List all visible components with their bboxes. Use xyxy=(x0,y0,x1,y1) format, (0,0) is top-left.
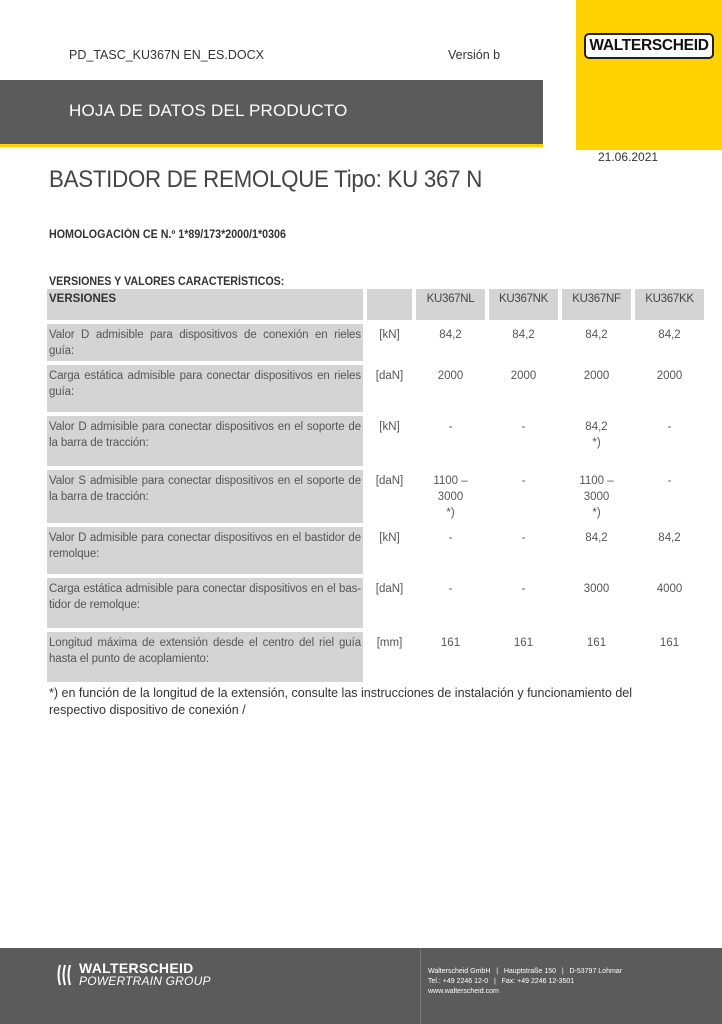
table-header-unit xyxy=(367,289,416,324)
row-label: Valor D admisible para conectar dispositivos en el bastidor de remolque: xyxy=(47,527,367,578)
table-cell: - xyxy=(489,578,562,632)
column-header: KU367NL xyxy=(416,289,489,324)
table-header-versions: VERSIONES xyxy=(47,289,367,324)
row-label: Carga estática admisible para conectar dispositivos en rieles guía: xyxy=(47,365,367,416)
table-cell: - xyxy=(416,578,489,632)
walterscheid-mark-icon xyxy=(57,963,73,987)
brand-logo xyxy=(576,27,722,65)
table-cell: 4000 xyxy=(635,578,708,632)
table-cell: - xyxy=(416,416,489,470)
footer-address xyxy=(428,967,622,997)
table-cell: - xyxy=(635,470,708,527)
row-unit: [kN] xyxy=(367,527,416,578)
table-row xyxy=(47,527,708,578)
table-cell: 2000 xyxy=(562,365,635,416)
table-cell: 84,2 xyxy=(562,324,635,365)
document-date: 21.06.2021 xyxy=(598,150,659,164)
row-unit: [daN] xyxy=(367,578,416,632)
footer-contact-line: Tel.: +49 2246 12-0 | Fax: +49 2246 12-3501 xyxy=(428,978,575,985)
row-unit: [daN] xyxy=(367,365,416,416)
table-cell: 84,2 xyxy=(635,324,708,365)
table-cell: 161 xyxy=(489,632,562,686)
footer-brand-sub: POWERTRAIN GROUP xyxy=(79,974,211,988)
footer-logo xyxy=(57,962,211,988)
table-cell: - xyxy=(489,527,562,578)
table-cell: 161 xyxy=(635,632,708,686)
row-label: Valor D admisible para conectar dispositivos en el soporte de la barra de tracción: xyxy=(47,416,367,470)
spec-table xyxy=(47,289,708,686)
row-label: Valor D admisible para dispositivos de conexión en rieles guía: xyxy=(47,324,367,365)
row-label: Carga estática admisible para conectar dispositivos en el bas-tidor de remolque: xyxy=(47,578,367,632)
table-row xyxy=(47,324,708,365)
row-unit: [kN] xyxy=(367,324,416,365)
band-title: HOJA DE DATOS DEL PRODUCTO xyxy=(69,101,348,120)
table-cell: 84,2 *) xyxy=(562,416,635,470)
title-band-stripe xyxy=(0,144,543,147)
table-cell: 1100 – 3000 *) xyxy=(562,470,635,527)
row-label: Valor S admisible para conectar dispositivos en el soporte de la barra de tracción: xyxy=(47,470,367,527)
row-unit: [mm] xyxy=(367,632,416,686)
row-unit: [daN] xyxy=(367,470,416,527)
table-cell: - xyxy=(635,416,708,470)
column-header: KU367KK xyxy=(635,289,708,324)
homologation-number: HOMOLOGACIÓN CE N.º 1*89/173*2000/1*0306 xyxy=(49,229,286,241)
table-cell: 3000 xyxy=(562,578,635,632)
table-cell: 84,2 xyxy=(416,324,489,365)
footer-website-link[interactable]: www.walterscheid.com xyxy=(428,988,499,995)
table-row xyxy=(47,470,708,527)
table-cell: 84,2 xyxy=(635,527,708,578)
brand-logo-text: WALTERSCHEID xyxy=(584,33,713,59)
table-cell: - xyxy=(416,527,489,578)
table-row xyxy=(47,632,708,686)
table-cell: 84,2 xyxy=(489,324,562,365)
column-header: KU367NK xyxy=(489,289,562,324)
table-cell: - xyxy=(489,416,562,470)
table-row xyxy=(47,578,708,632)
table-cell: 84,2 xyxy=(562,527,635,578)
footnote: *) en función de la longitud de la extensión, consulte las instrucciones de instalación y funcionamiento del respectivo dispositivo de conexión / xyxy=(49,686,633,717)
table-cell: 161 xyxy=(562,632,635,686)
footer-divider xyxy=(420,948,421,1024)
row-label: Longitud máxima de extensión desde el centro del riel guía hasta el punto de acoplamiento: xyxy=(47,632,367,686)
row-unit: [kN] xyxy=(367,416,416,470)
table-cell: 1100 – 3000 *) xyxy=(416,470,489,527)
footer-brand-name: WALTERSCHEID xyxy=(79,960,194,976)
document-version: Versión b xyxy=(448,48,501,62)
brand-yellow-block xyxy=(576,0,722,150)
column-header: KU367NF xyxy=(562,289,635,324)
table-cell: - xyxy=(489,470,562,527)
document-reference: PD_TASC_KU367N EN_ES.DOCX xyxy=(69,48,264,62)
table-cell: 2000 xyxy=(635,365,708,416)
table-row xyxy=(47,416,708,470)
footer-address-line: Walterscheid GmbH | Hauptstraße 150 | D-53797 Lohmar xyxy=(428,968,623,975)
table-row xyxy=(47,365,708,416)
versions-heading: VERSIONES Y VALORES CARACTERÍSTICOS: xyxy=(49,276,285,288)
table-cell: 2000 xyxy=(489,365,562,416)
table-cell: 2000 xyxy=(416,365,489,416)
table-header-row xyxy=(47,289,708,324)
table-cell: 161 xyxy=(416,632,489,686)
page-title: BASTIDOR DE REMOLQUE Tipo: KU 367 N xyxy=(49,166,483,193)
